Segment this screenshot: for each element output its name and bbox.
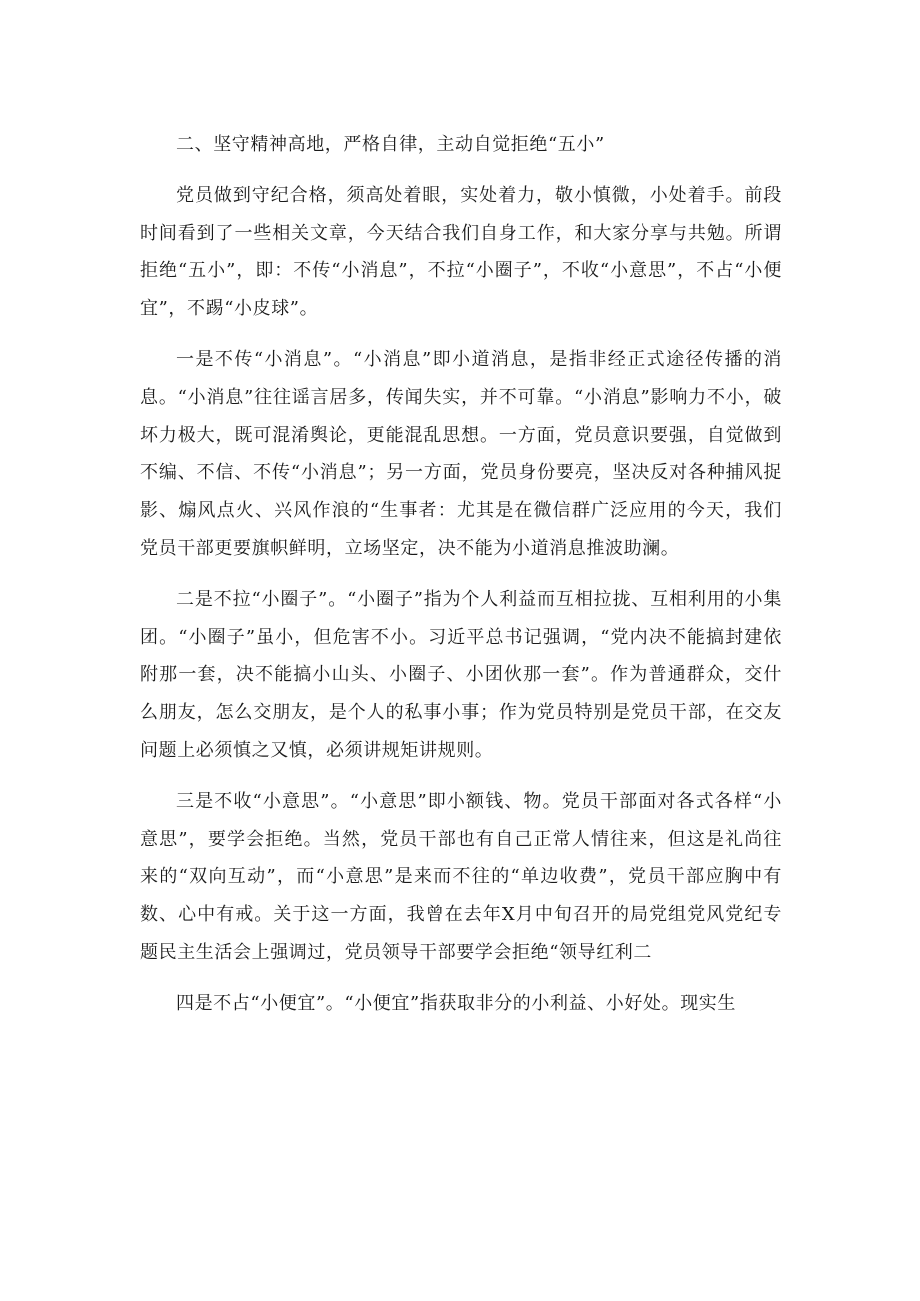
- paragraph-no-small-gifts: 三是不收“小意思”。“小意思”即小额钱、物。党员干部面对各式各样“小意思”，要学会拒绝。当然，党员干部也有自己正常人情往来，但这是礼尚往来的“双向互动”，而“小意思”是来而不往的“单边收费”，党员干部应胸中有数、心中有戒。关于这一方面，我曾在去年X月中旬召开的局党组党风党纪专题民主生活会上强调过，党员领导干部要学会拒绝“领导红利二: [140, 790, 782, 963]
- paragraph-no-cliques: 二是不拉“小圈子”。“小圈子”指为个人利益而互相拉拢、互相利用的小集团。“小圈子”虽小，但危害不小。习近平总书记强调，“党内决不能搞封建依附那一套，决不能搞小山头、小圈子、小团伙那一套”。作为普通群众，交什么朋友，怎么交朋友，是个人的私事小事；作为党员特别是党员干部，在交友问题上必须慎之又慎，必须讲规矩讲规则。: [140, 588, 782, 761]
- document-body: [140, 126, 782, 1023]
- section-heading: 二、坚守精神高地，严格自律，主动自觉拒绝“五小”: [176, 134, 605, 155]
- paragraph-no-rumors: 一是不传“小消息”。“小消息”即小道消息，是指非经正式途径传播的消息。“小消息”往往谣言居多，传闻失实，并不可靠。“小消息”影响力不小，破坏力极大，既可混淆舆论，更能混乱思想。一方面，党员意识要强，自觉做到不编、不信、不传“小消息”；另一方面，党员身份要亮，坚决反对各种捕风捉影、煽风点火、兴风作浪的“生事者：尤其是在微信群广泛应用的今天，我们党员干部更要旗帜鲜明，立场坚定，决不能为小道消息推波助澜。: [140, 348, 782, 559]
- paragraph-no-petty-advantage: 四是不占“小便宜”。“小便宜”指获取非分的小利益、小好处。现实生: [176, 992, 737, 1014]
- paragraph-intro: 党员做到守纪合格，须高处着眼，实处着力，敬小慎微，小处着手。前段时间看到了一些相关文章，今天结合我们自身工作，和大家分享与共勉。所谓拒绝“五小”，即：不传“小消息”，不拉“小圈子”，不收“小意思”，不占“小便宜”，不踢“小皮球”。: [140, 184, 782, 320]
